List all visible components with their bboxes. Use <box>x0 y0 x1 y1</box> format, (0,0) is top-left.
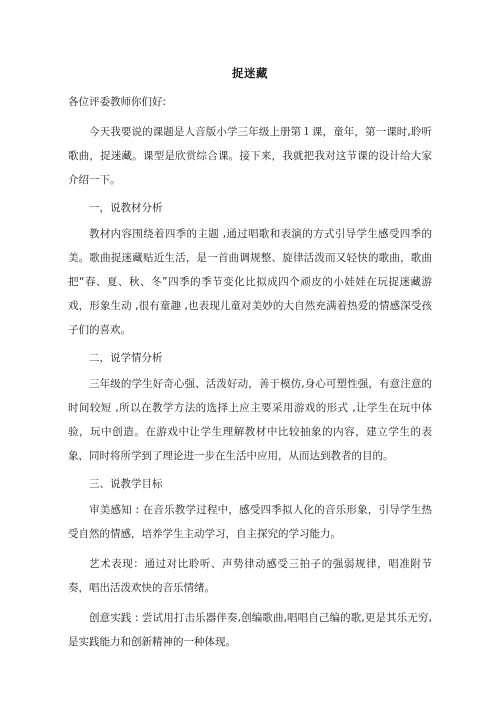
textbook-analysis-paragraph: 教材内容围绕着四季的主题 ,通过唱歌和表演的方式引导学生感受四季的美。歌曲捉迷藏贴近生活，是一首曲调规整、旋律活泼而又轻快的歌曲，歌曲把“春、夏、秋、冬”四季的季节变化比拟成四个顽皮的小娃娃在玩捉迷藏游戏，形象生动 ,很有童趣 ,也表现儿童对美妙的大自然充满着热爱的情感深受孩子们的喜欢。 <box>68 228 432 336</box>
goal-artistic-expression: 艺术表现：通过对比聆听、声势律动感受三拍子的强弱规律，唱准附节奏，唱出活泼欢快的音乐情绪。 <box>68 558 432 594</box>
document-title: 捉迷藏 <box>232 66 268 80</box>
salutation: 各位评委教师你们好: <box>68 96 167 108</box>
student-analysis-paragraph: 三年级的学生好奇心强、活泼好动，善于模仿,身心可塑性强，有意注意的时间较短 ,所以在教学方法的选择上应主要采用游戏的形式 ,让学生在玩中体验，玩中创造。在游戏中让学生理解教材中比较抽象的内容，建立学生的表象，同时将所学到了理论进一步在生活中应用，从而达到教者的目的。 <box>68 378 432 462</box>
section-heading-student-analysis: 二，说学情分析 <box>89 352 163 364</box>
section-heading-teaching-goals: 三、说教学目标 <box>89 478 163 490</box>
goal-aesthetic-perception: 审美感知 : 在音乐教学过程中，感受四季拟人化的音乐形象，引导学生热受自然的情感，培养学生主动学习，自主探究的学习能力。 <box>68 504 432 540</box>
intro-paragraph: 今天我要说的课题是人音版小学三年级上册第１课，童年，第一课时,聆听歌曲，捉迷藏。课型是欣赏综合课。接下来，我就把我对这节课的设计给大家介绍一下。 <box>68 126 432 186</box>
section-heading-textbook-analysis: 一，说教材分析 <box>89 202 163 214</box>
goal-creative-practice: 创意实践 : 尝试用打击乐器伴奏,创编歌曲,唱唱自己编的歌,更是其乐无穷,是实践能力和创新精神的一种体现。 <box>68 612 432 648</box>
